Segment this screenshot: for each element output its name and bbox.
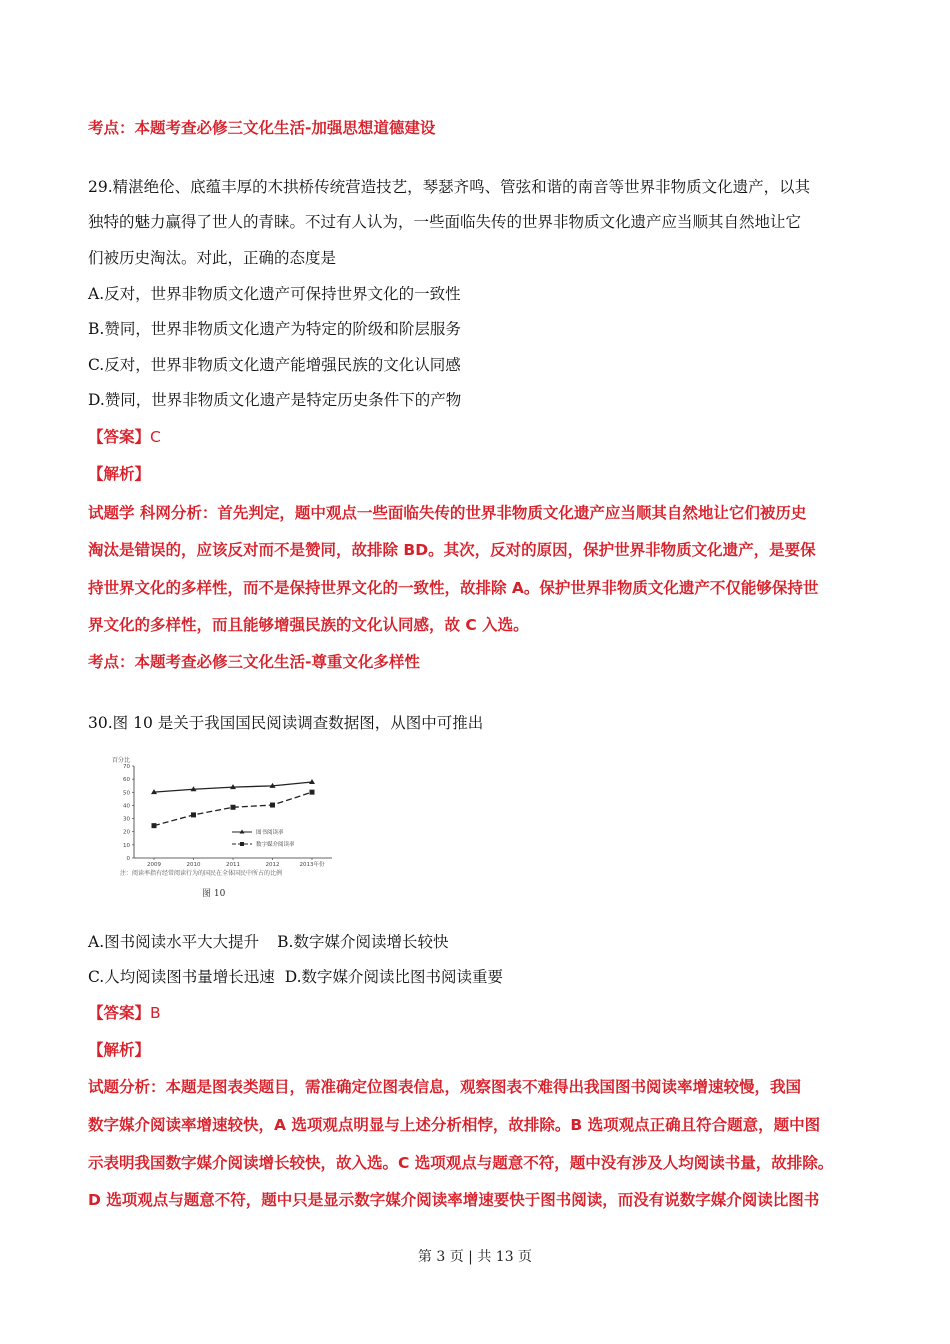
q29-stem-line-3: 们被历史淘汰。对此，正确的态度是 xyxy=(88,249,337,267)
q29-stem-line-2: 独特的魅力赢得了世人的青睐。不过有人认为，一些面临失传的世界非物质文化遗产应当顺其自然地让它 xyxy=(88,213,802,231)
q29-option-d: D.赞同，世界非物质文化遗产是特定历史条件下的产物 xyxy=(88,391,462,409)
q30-options-row-1 xyxy=(88,932,448,952)
chart-y-tick-label: 10 xyxy=(123,842,130,849)
chart-caption: 图 10 xyxy=(202,889,226,899)
q30-answer xyxy=(88,1003,161,1023)
q30-answer-label: 【答案】 xyxy=(88,1004,151,1022)
chart-point-square xyxy=(152,823,157,828)
chart-x-tick-label: 2013年份 xyxy=(299,862,325,868)
chart-point-square xyxy=(270,803,275,808)
q29-analysis-line-1: 试题学 科网分析：首先判定，题中观点一些面临失传的世界非物质文化遗产应当顺其自然地让它们被历史 xyxy=(88,504,807,522)
q30-option-c: C.人均阅读图书量增长迅速 xyxy=(88,968,275,986)
q29-analysis-line-2: 淘汰是错误的，应该反对而不是赞同，故排除 BD。其次，反对的原因，保护世界非物质文化遗产，是要保 xyxy=(88,541,816,559)
chart-x-tick-label: 2009 xyxy=(147,862,161,868)
chart-legend-label-1: 图书阅读率 xyxy=(256,830,284,836)
chart-y-tick-label: 0 xyxy=(126,856,130,862)
chart-x-tick-label: 2010 xyxy=(186,862,201,868)
chart-point-square xyxy=(231,805,236,810)
chart-point-triangle xyxy=(309,779,315,784)
chart-point-square xyxy=(191,812,196,817)
chart-point-square xyxy=(310,790,315,795)
q29-answer-value: C xyxy=(150,428,161,446)
q30-analysis-label: 【解析】 xyxy=(88,1041,151,1059)
q29-point: 考点：本题考查必修三文化生活-尊重文化多样性 xyxy=(88,653,420,671)
chart-y-tick-label: 70 xyxy=(123,764,130,770)
q30-analysis-line-3: 示表明我国数字媒介阅读增长较快，故入选。C 选项观点与题意不符，题中没有涉及人均阅读书量，故排除。 xyxy=(88,1154,834,1172)
chart-x-tick-label: 2012 xyxy=(265,862,280,868)
q29-stem-line-1: 29.精湛绝伦、底蕴丰厚的木拱桥传统营造技艺，琴瑟齐鸣、管弦和谐的南音等世界非物质文化遗产，以其 xyxy=(88,178,811,196)
chart-svg xyxy=(110,756,340,906)
q30-analysis-line-1: 试题分析：本题是图表类题目，需准确定位图表信息，观察图表不难得出我国图书阅读率增速较慢，我国 xyxy=(88,1078,802,1096)
q30-stem: 30.图 10 是关于我国国民阅读调查数据图，从图中可推出 xyxy=(88,714,484,732)
chart-y-label: 百分比 xyxy=(112,757,131,764)
q29-option-c: C.反对，世界非物质文化遗产能增强民族的文化认同感 xyxy=(88,356,461,374)
q30-answer-value: B xyxy=(150,1004,161,1022)
q29-analysis-line-4: 界文化的多样性，而且能够增强民族的文化认同感，故 C 入选。 xyxy=(88,616,529,634)
q30-option-d: D.数字媒介阅读比图书阅读重要 xyxy=(284,968,504,986)
chart-x-tick-label: 2011 xyxy=(226,862,240,868)
q29-option-a: A.反对，世界非物质文化遗产可保持世界文化的一致性 xyxy=(88,285,461,303)
q29-analysis-label: 【解析】 xyxy=(88,465,151,483)
chart-y-tick-label: 50 xyxy=(123,790,130,797)
chart-note: 注：阅读率指有经常阅读行为的国民在全体国民中所占的比例 xyxy=(120,870,283,877)
q30-option-b: B.数字媒介阅读增长较快 xyxy=(277,933,449,951)
chart-legend-marker xyxy=(240,842,244,846)
q28-point: 考点：本题考查必修三文化生活-加强思想道德建设 xyxy=(88,119,436,137)
q29-option-b: B.赞同，世界非物质文化遗产为特定的阶级和阶层服务 xyxy=(88,320,461,338)
chart-legend-label-2: 数字媒介阅读率 xyxy=(256,842,295,848)
q30-analysis-line-4: D 选项观点与题意不符，题中只是显示数字媒介阅读率增速要快于图书阅读，而没有说数字媒介阅读比图书 xyxy=(88,1191,820,1209)
q29-analysis-line-3: 持世界文化的多样性，而不是保持世界文化的一致性，故排除 A。保护世界非物质文化遗产不仅能够保持世 xyxy=(88,579,819,597)
q29-answer-label: 【答案】 xyxy=(88,428,151,446)
chart-y-tick-label: 30 xyxy=(123,816,130,823)
q29-answer xyxy=(88,427,161,447)
q30-options-row-2 xyxy=(88,967,503,987)
q30-option-a: A.图书阅读水平大大提升 xyxy=(88,933,260,951)
chart-y-tick-label: 20 xyxy=(123,829,130,836)
page-footer: 第 3 页 | 共 13 页 xyxy=(417,1249,533,1265)
chart-y-tick-label: 40 xyxy=(123,803,130,810)
reading-survey-chart xyxy=(110,756,340,906)
chart-y-tick-label: 60 xyxy=(123,777,130,784)
q30-analysis-line-2: 数字媒介阅读率增速较快，A 选项观点明显与上述分析相悖，故排除。B 选项观点正确且符合题意，题中图 xyxy=(88,1116,821,1134)
